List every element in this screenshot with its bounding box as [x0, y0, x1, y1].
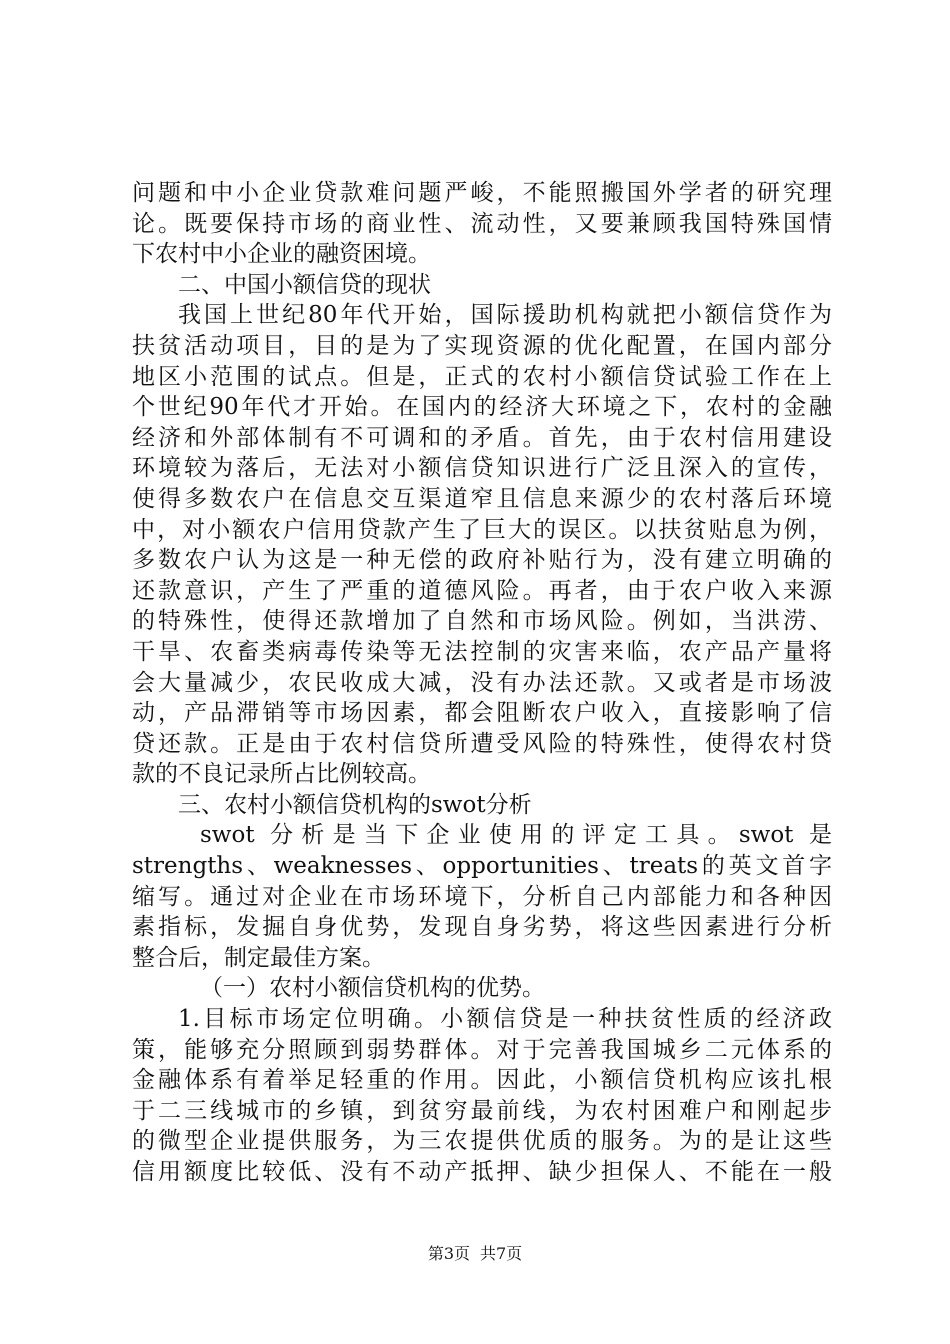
text-line: 地区小范围的试点。但是，正式的农村小额信贷试验工作在上 — [132, 363, 832, 390]
text-line: 使得多数农户在信息交互渠道窄且信息来源少的农村落后环境 — [132, 485, 832, 512]
text-line: 环境较为落后，无法对小额信贷知识进行广泛且深入的宣传， — [132, 455, 832, 482]
text-line: 于二三线城市的乡镇，到贫穷最前线，为农村困难户和刚起步 — [132, 1097, 832, 1124]
section-heading: 三、农村小额信贷机构的swot分析 — [178, 791, 532, 818]
text-line: 策，能够充分照顾到弱势群体。对于完善我国城乡二元体系的 — [132, 1036, 832, 1063]
text-line: 个世纪90年代才开始。在国内的经济大环境之下，农村的金融 — [132, 394, 832, 421]
page-number: 第3页 — [427, 1244, 470, 1263]
text-line: 会大量减少，农民收成大减，没有办法还款。又或者是市场波 — [132, 669, 832, 696]
text-line: strengths、weaknesses、opportunities、treats的英文首字 — [132, 853, 832, 880]
text-line: 1.目标市场定位明确。小额信贷是一种扶贫性质的经济政 — [178, 1006, 832, 1033]
text-line: 多数农户认为这是一种无偿的政府补贴行为，没有建立明确的 — [132, 547, 832, 574]
text-line: 下农村中小企业的融资困境。 — [132, 241, 431, 268]
section-heading: 二、中国小额信贷的现状 — [178, 271, 431, 298]
text-line: 款的不良记录所占比例较高。 — [132, 761, 431, 788]
text-line: 干旱、农畜类病毒传染等无法控制的灾害来临，农产品产量将 — [132, 638, 832, 665]
text-line: 动，产品滞销等市场因素，都会阻断农户收入，直接影响了信 — [132, 700, 832, 727]
text-line: 还款意识，产生了严重的道德风险。再者，由于农户收入来源 — [132, 577, 832, 604]
text-line: 整合后，制定最佳方案。 — [132, 944, 385, 971]
page-footer — [0, 1244, 950, 1264]
text-line: 缩写。通过对企业在市场环境下，分析自己内部能力和各种因 — [132, 883, 832, 910]
text-line: 的微型企业提供服务，为三农提供优质的服务。为的是让这些 — [132, 1128, 832, 1155]
document-body — [132, 178, 832, 1188]
text-line: 经济和外部体制有不可调和的矛盾。首先，由于农村信用建设 — [132, 424, 832, 451]
text-line: 问题和中小企业贷款难问题严峻，不能照搬国外学者的研究理 — [132, 180, 832, 206]
text-line: 素指标，发掘自身优势，发现自身劣势，将这些因素进行分析 — [132, 914, 832, 941]
text-line: 中，对小额农户信用贷款产生了巨大的误区。以扶贫贴息为例， — [132, 516, 832, 543]
text-line: swot 分析是当下企业使用的评定工具。swot 是 — [200, 822, 832, 849]
text-line: 金融体系有着举足轻重的作用。因此，小额信贷机构应该扎根 — [132, 1067, 832, 1094]
subsection-heading: （一）农村小额信贷机构的优势。 — [200, 975, 545, 1002]
text-line: 论。既要保持市场的商业性、流动性，又要兼顾我国特殊国情 — [132, 210, 832, 237]
text-line: 我国上世纪80年代开始，国际援助机构就把小额信贷作为 — [178, 302, 832, 329]
text-line: 贷还款。正是由于农村信贷所遭受风险的特殊性，使得农村贷 — [132, 730, 832, 757]
text-line: 的特殊性，使得还款增加了自然和市场风险。例如，当洪涝、 — [132, 608, 832, 635]
text-line: 扶贫活动项目，目的是为了实现资源的优化配置，在国内部分 — [132, 332, 832, 359]
text-line: 信用额度比较低、没有不动产抵押、缺少担保人、不能在一般 — [132, 1159, 832, 1185]
page-total: 共7页 — [480, 1244, 523, 1263]
